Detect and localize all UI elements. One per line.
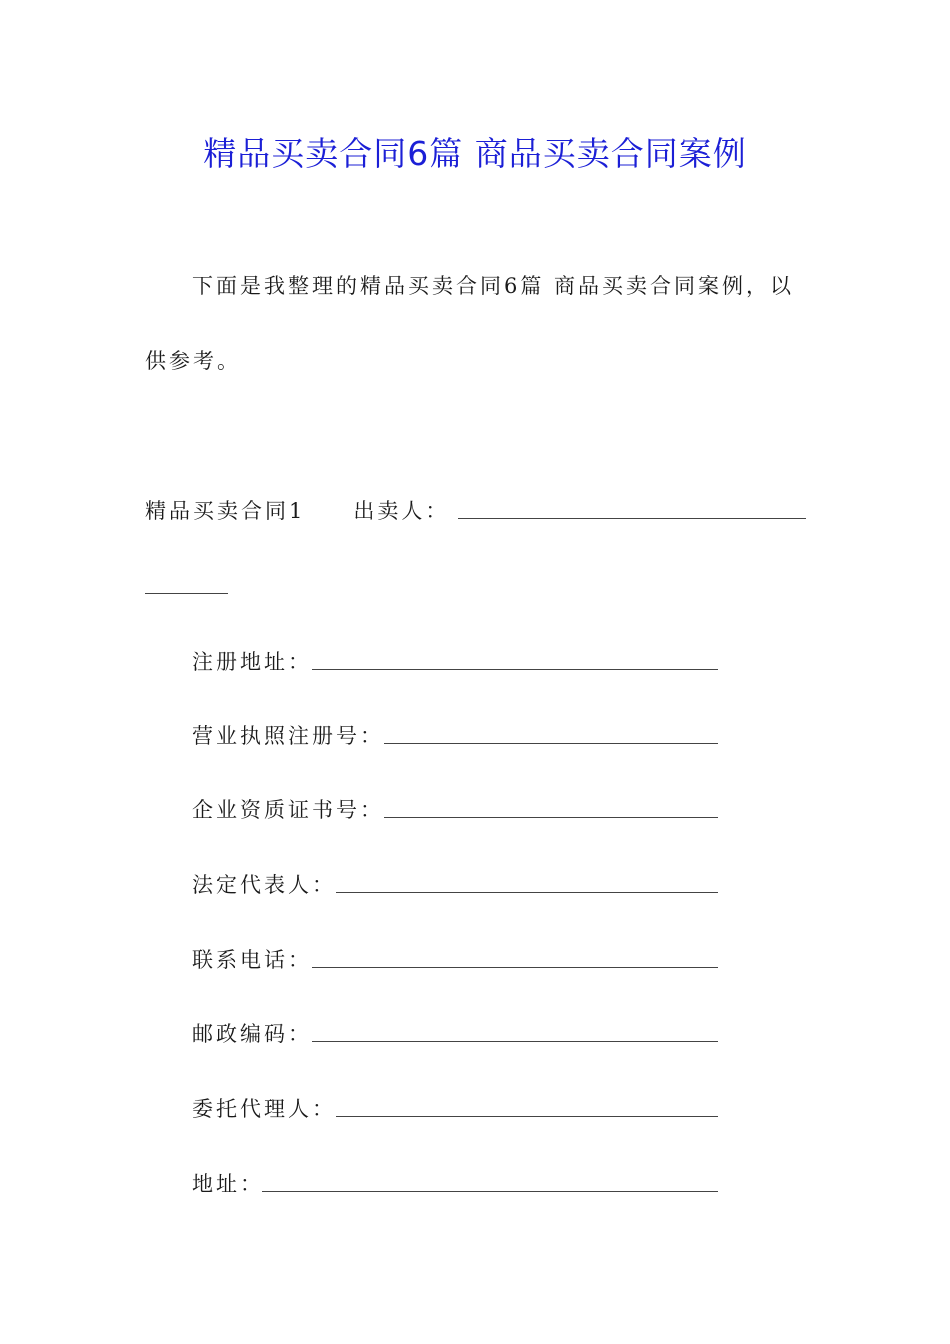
field-label-legal-representative: 法定代表人：: [192, 873, 336, 897]
field-label-address: 地址：: [192, 1172, 264, 1196]
intro-paragraph-line-2: 供参考。: [145, 349, 241, 373]
intro-paragraph-line-1: 下面是我整理的精品买卖合同6篇 商品买卖合同案例，以: [192, 274, 795, 298]
seller-blank-line[interactable]: [458, 518, 806, 519]
qualification-certificate-number-blank[interactable]: [384, 817, 718, 818]
business-license-number-blank[interactable]: [384, 743, 718, 744]
authorized-agent-blank[interactable]: [336, 1116, 718, 1117]
field-label-registered-address: 注册地址：: [192, 650, 312, 674]
field-label-postal-code: 邮政编码：: [192, 1022, 312, 1046]
field-label-qualification-certificate-number: 企业资质证书号：: [192, 798, 384, 822]
seller-row: [145, 495, 449, 525]
address-blank[interactable]: [262, 1191, 718, 1192]
field-label-authorized-agent: 委托代理人：: [192, 1097, 336, 1121]
postal-code-blank[interactable]: [312, 1041, 718, 1042]
seller-blank-line-continued[interactable]: [145, 593, 228, 594]
field-label-business-license-number: 营业执照注册号：: [192, 724, 384, 748]
document-title: 精品买卖合同6篇 商品买卖合同案例: [203, 134, 747, 173]
registered-address-blank[interactable]: [312, 669, 718, 670]
section-label: 精品买卖合同1: [145, 499, 306, 523]
phone-blank[interactable]: [312, 967, 718, 968]
legal-representative-blank[interactable]: [336, 892, 718, 893]
field-label-phone: 联系电话：: [192, 948, 312, 972]
seller-label: 出卖人：: [353, 499, 450, 523]
